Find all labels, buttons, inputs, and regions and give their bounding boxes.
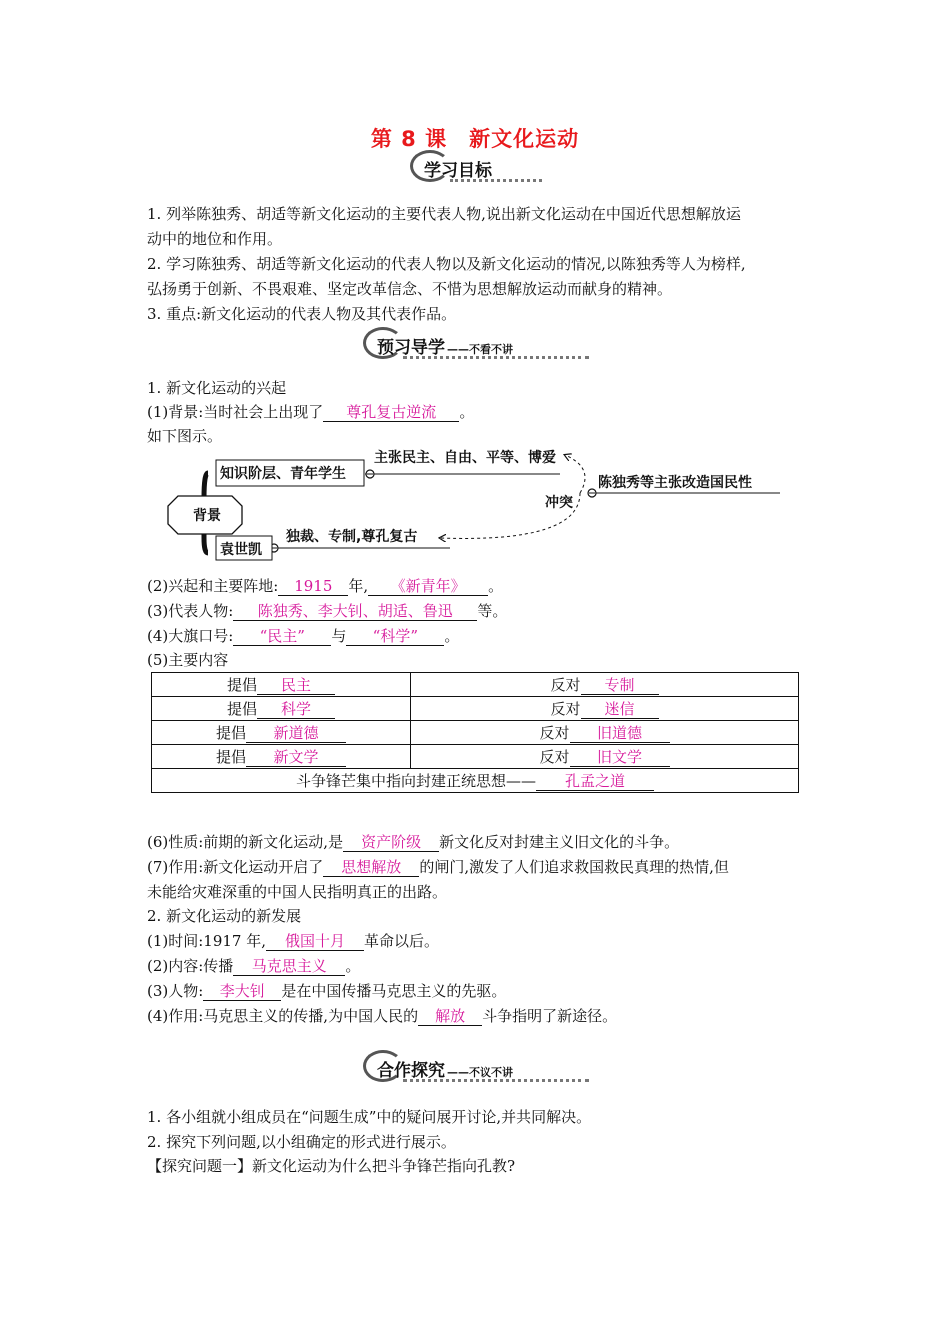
goal-line: 1. 列举陈独秀、胡适等新文化运动的主要代表人物,说出新文化运动在中国近代思想解放运 bbox=[147, 205, 741, 223]
answer-blank: 民主 bbox=[257, 676, 335, 695]
answer-blank: 旧文学 bbox=[570, 748, 670, 767]
answer-blank: 尊孔复古逆流 bbox=[323, 403, 459, 422]
background-line: (1)背景:当时社会上出现了 尊孔复古逆流 。 bbox=[147, 403, 475, 421]
answer-blank: “民主” bbox=[233, 627, 331, 646]
table-row bbox=[152, 745, 799, 769]
banner-title: 学习目标 bbox=[424, 161, 492, 181]
content-line: (2)内容:传播 马克思主义 。 bbox=[147, 957, 361, 975]
role-line: (4)作用:马克思主义的传播,为中国人民的 解放 斗争指明了新途径。 bbox=[147, 1007, 618, 1025]
table-row bbox=[152, 721, 799, 745]
answer-blank: 1915 bbox=[278, 577, 348, 596]
diagram-bottom-arrow-label: 独裁、专制,尊孔复古 bbox=[286, 529, 418, 545]
rise-line: (2)兴起和主要阵地: 1915 年, 《新青年》 。 bbox=[147, 577, 504, 595]
diagram-top-box: 知识阶层、青年学生 bbox=[220, 466, 346, 482]
coop-line: 1. 各小组就小组成员在“问题生成”中的疑问展开讨论,并共同解决。 bbox=[147, 1108, 592, 1126]
goal-line: 动中的地位和作用。 bbox=[147, 230, 283, 248]
answer-blank: 科学 bbox=[257, 700, 335, 719]
banner-subtitle: ——不看不讲 bbox=[447, 343, 513, 356]
answer-blank: 新道德 bbox=[246, 724, 346, 743]
answer-blank: 孔孟之道 bbox=[536, 772, 654, 791]
effect-line: (7)作用:新文化运动开启了 思想解放 的闸门,激发了人们追求救国救民真理的热情,但 bbox=[147, 858, 729, 876]
answer-blank: 马克思主义 bbox=[233, 957, 345, 976]
goal-line: 2. 学习陈独秀、胡适等新文化运动的代表人物以及新文化运动的情况,以陈独秀等人为榜样, bbox=[147, 255, 746, 273]
banner-subtitle: ——不议不讲 bbox=[447, 1066, 513, 1079]
answer-blank: “科学” bbox=[346, 627, 444, 646]
banner-title: 预习导学 bbox=[377, 338, 445, 358]
section-banner-goals bbox=[410, 150, 545, 184]
answer-blank: 新文学 bbox=[246, 748, 346, 767]
representatives-line: (3)代表人物: 陈独秀、李大钊、胡适、鲁迅 等。 bbox=[147, 602, 508, 620]
table-cell: 提倡 民主 bbox=[152, 673, 411, 697]
answer-blank: 俄国十月 bbox=[266, 932, 364, 951]
table-cell: 反对 迷信 bbox=[411, 697, 799, 721]
goal-line: 3. 重点:新文化运动的代表人物及其代表作品。 bbox=[147, 305, 457, 323]
goal-line: 弘扬勇于创新、不畏艰难、坚定改革信念、不惜为思想解放运动而献身的精神。 bbox=[147, 280, 673, 298]
answer-blank: 旧道德 bbox=[570, 724, 670, 743]
diagram-right-label: 陈独秀等主张改造国民性 bbox=[598, 475, 752, 491]
table-cell: 反对 旧文学 bbox=[411, 745, 799, 769]
answer-blank: 迷信 bbox=[581, 700, 659, 719]
section-banner-preview bbox=[363, 327, 593, 361]
section-banner-cooperation bbox=[363, 1050, 593, 1084]
slogan-line: (4)大旗口号: “民主” 与 “科学” 。 bbox=[147, 627, 460, 645]
figure-note: 如下图示。 bbox=[147, 427, 223, 445]
banner-dots bbox=[403, 1079, 589, 1082]
coop-line: 2. 探究下列问题,以小组确定的形式进行展示。 bbox=[147, 1133, 456, 1151]
answer-blank: 专制 bbox=[581, 676, 659, 695]
diagram-conflict-label: 冲突 bbox=[545, 495, 573, 511]
table-row bbox=[152, 697, 799, 721]
table-cell: 斗争锋芒集中指向封建正统思想—— 孔孟之道 bbox=[152, 769, 799, 793]
answer-blank: 《新青年》 bbox=[368, 577, 488, 596]
diagram-top-arrow-label: 主张民主、自由、平等、博爱 bbox=[374, 450, 556, 466]
coop-question: 【探究问题一】新文化运动为什么把斗争锋芒指向孔教? bbox=[147, 1157, 516, 1175]
section-heading: 2. 新文化运动的新发展 bbox=[147, 907, 302, 925]
content-table bbox=[151, 672, 799, 793]
answer-blank: 解放 bbox=[418, 1007, 482, 1026]
answer-blank: 资产阶级 bbox=[343, 833, 439, 852]
table-row bbox=[152, 673, 799, 697]
answer-blank: 思想解放 bbox=[323, 858, 419, 877]
section-heading: 1. 新文化运动的兴起 bbox=[147, 379, 287, 397]
background-diagram bbox=[160, 438, 800, 573]
answer-blank: 李大钊 bbox=[203, 982, 281, 1001]
page-title: 第 8 课 新文化运动 bbox=[370, 127, 580, 151]
nature-line: (6)性质:前期的新文化运动,是 资产阶级 新文化反对封建主义旧文化的斗争。 bbox=[147, 833, 680, 851]
banner-title: 合作探究 bbox=[377, 1061, 445, 1081]
table-cell: 提倡 新文学 bbox=[152, 745, 411, 769]
banner-dots bbox=[450, 179, 542, 182]
table-row bbox=[152, 769, 799, 793]
content-heading: (5)主要内容 bbox=[147, 651, 229, 669]
table-cell: 提倡 新道德 bbox=[152, 721, 411, 745]
effect-line-2: 未能给灾难深重的中国人民指明真正的出路。 bbox=[147, 883, 448, 901]
person-line: (3)人物: 李大钊 是在中国传播马克思主义的先驱。 bbox=[147, 982, 507, 1000]
banner-dots bbox=[403, 356, 589, 359]
diagram-center-label: 背景 bbox=[193, 508, 221, 524]
table-cell: 提倡 科学 bbox=[152, 697, 411, 721]
table-cell: 反对 专制 bbox=[411, 673, 799, 697]
diagram-bottom-box: 袁世凯 bbox=[220, 542, 262, 558]
time-line: (1)时间:1917 年, 俄国十月 革命以后。 bbox=[147, 932, 440, 950]
answer-blank: 陈独秀、李大钊、胡适、鲁迅 bbox=[233, 602, 477, 621]
table-cell: 反对 旧道德 bbox=[411, 721, 799, 745]
